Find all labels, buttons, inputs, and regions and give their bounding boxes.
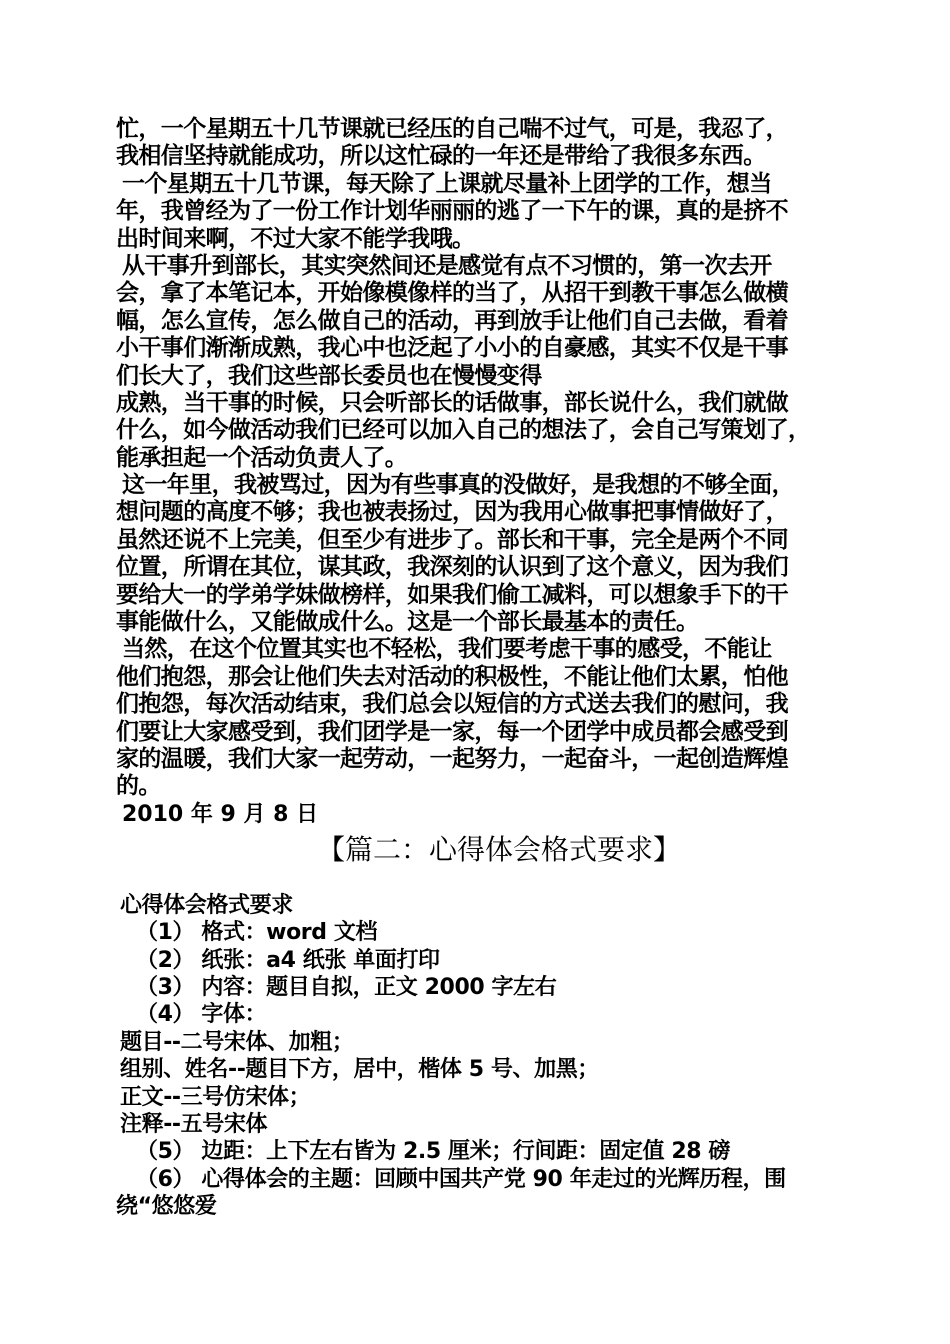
text-line: 能承担起一个活动负责人了。	[116, 444, 408, 471]
text-line: 这一年里，我被骂过，因为有些事真的没做好，是我想的不够全面，	[122, 472, 795, 499]
text-line: 家的温暖，我们大家一起劳动，一起努力，一起奋斗，一起创造辉煌	[116, 745, 789, 772]
text-line: 小干事们渐渐成熟，我心中也泛起了小小的自豪感，其实不仅是干事	[116, 335, 789, 362]
text-line: 一个星期五十几节课，每天除了上课就尽量补上团学的工作，想当	[122, 170, 772, 197]
text-line: 会，拿了本笔记本，开始像模像样的当了，从招干到教干事怎么做横	[116, 280, 789, 307]
text-line: 幅，怎么宣传，怎么做自己的活动，再到放手让他们自己去做，看着	[116, 307, 789, 334]
text-line: 什么，如今做活动我们已经可以加入自己的想法了，会自己写策划了，	[116, 417, 811, 444]
text-line: 事能做什么，又能做成什么。这是一个部长最基本的责任。	[116, 609, 699, 636]
requirement-line: （3） 内容：题目自拟，正文 2000 字左右	[136, 974, 557, 1000]
text-line: 我相信坚持就能成功，所以这忙碌的一年还是带给了我很多东西。	[116, 143, 766, 170]
text-line: 的。	[116, 773, 161, 800]
requirement-line: （1） 格式：word 文档	[136, 920, 378, 946]
requirement-line: 题目--二号宋体、加粗；	[120, 1029, 354, 1055]
text-line: 要给大一的学弟学妹做榜样，如果我们偷工减料，可以想象手下的干	[116, 581, 789, 608]
requirement-line: （6） 心得体会的主题：回顾中国共产党 90 年走过的光辉历程，围	[136, 1166, 786, 1192]
requirement-line: 组别、姓名--题目下方，居中，楷体 5 号、加黑；	[120, 1057, 599, 1083]
date-line: 2010 年 9 月 8 日	[122, 801, 319, 827]
text-line: 从干事升到部长，其实突然间还是感觉有点不习惯的，第一次去开	[122, 252, 772, 279]
text-line: 们要让大家感受到，我们团学是一家，每一个团学中成员都会感受到	[116, 718, 789, 745]
requirement-line: 注释--五号宋体	[120, 1111, 268, 1137]
requirement-line: （2） 纸张：a4 纸张 单面打印	[136, 947, 440, 973]
text-line: 们抱怨，每次活动结束，我们总会以短信的方式送去我们的慰问，我	[116, 691, 789, 718]
document-page	[116, 116, 846, 1220]
text-line: 年，我曾经为了一份工作计划华丽丽的逃了一下午的课，真的是挤不	[116, 198, 789, 225]
requirement-line: （4） 字体：	[136, 1002, 267, 1028]
text-line: 们长大了，我们这些部长委员也在慢慢变得	[116, 362, 542, 389]
text-line: 忙，一个星期五十几节课就已经压的自己喘不过气，可是，我忍了，	[116, 116, 789, 142]
body-text	[116, 116, 846, 801]
requirement-line: （5） 边距：上下左右皆为 2.5 厘米；行间距：固定值 28 磅	[136, 1139, 730, 1165]
requirements-list	[116, 919, 846, 1220]
text-line: 成熟，当干事的时候，只会听部长的话做事，部长说什么，我们就做	[116, 389, 789, 416]
text-line: 出时间来啊，不过大家不能学我哦。	[116, 225, 475, 252]
text-line: 位置，所谓在其位，谋其政，我深刻的认识到了这个意义，因为我们	[116, 554, 789, 581]
section-heading: 心得体会格式要求	[120, 892, 293, 918]
section-title: 【篇二：心得体会格式要求】	[316, 832, 681, 866]
requirement-line: 正文--三号仿宋体；	[120, 1084, 311, 1110]
text-line: 当然，在这个位置其实也不轻松，我们要考虑干事的感受，不能让	[122, 636, 772, 663]
text-line: 他们抱怨，那会让他们失去对活动的积极性，不能让他们太累，怕他	[116, 663, 789, 690]
requirement-line: 绕“悠悠爱	[116, 1194, 217, 1220]
text-line: 虽然还说不上完美，但至少有进步了。部长和干事，完全是两个不同	[116, 526, 789, 553]
text-line: 想问题的高度不够；我也被表扬过，因为我用心做事把事情做好了，	[116, 499, 789, 526]
